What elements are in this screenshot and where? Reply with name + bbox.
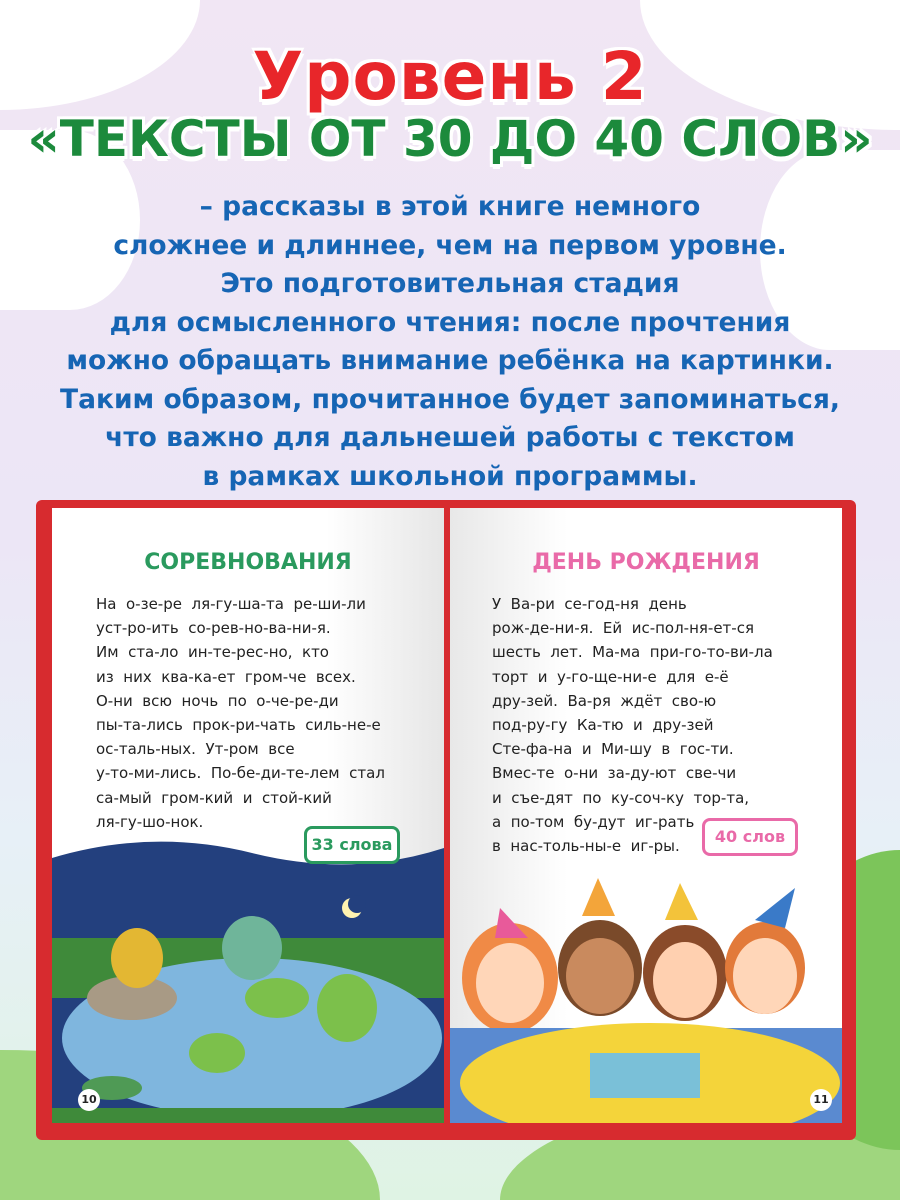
page-number: 11 [810, 1089, 832, 1111]
birthday-party-illustration [450, 868, 842, 1123]
word-count-badge: 33 слова [304, 826, 400, 864]
open-book [36, 500, 856, 1140]
story-text: У Ва-ри се-год-ня день рож-де-ни-я. Ей ис-пол-ня-ет-ся шесть лет. Ма-ма при-го-то-ви-ла торт и у-го-ще-ни-е для е-ё дру-зей. Ва-ря ждёт сво-ю под-ру-гу Ка-тю и дру-зей Сте-фа-на и Ми-шу в гос-ти. Вмес-те о-ни за-ду-ют све-чи и съе-дят по ку-соч-ку тор-та, а по-том бу-дут иг-рать в нас-толь-ны-е иг-ры. [492, 595, 773, 856]
intro-line: – рассказы в этой книге немного [199, 191, 701, 222]
level-subtitle: «ТЕКСТЫ ОТ 30 ДО 40 СЛОВ» [27, 110, 873, 168]
intro-line: для осмысленного чтения: после прочтения [109, 306, 791, 338]
story-title: СОРЕВНОВАНИЯ [144, 550, 352, 575]
intro-text [30, 188, 870, 496]
intro-line: можно обращать внимание ребёнка на картинки. [66, 345, 834, 376]
right-page [450, 508, 842, 1123]
intro-line: Таким образом, прочитанное будет запоминаться, [60, 383, 840, 415]
intro-line: сложнее и длиннее, чем на первом уровне. [113, 229, 787, 261]
intro-line: Это подготовительная стадия [220, 268, 680, 299]
page-number: 10 [78, 1089, 100, 1111]
story-title: ДЕНЬ РОЖДЕНИЯ [532, 550, 760, 575]
level-title: Уровень 2 [252, 38, 648, 115]
frogs-pond-illustration [52, 838, 444, 1123]
intro-line: в рамках школьной программы. [202, 460, 698, 492]
intro-line: что важно для дальнешей работы с текстом [105, 422, 795, 453]
word-count-badge: 40 слов [702, 818, 798, 856]
story-text: На о-зе-ре ля-гу-ша-та ре-ши-ли уст-ро-ить со-рев-но-ва-ни-я. Им ста-ло ин-те-рес-но, кто из них ква-ка-ет гром-че всех. О-ни всю ночь по о-че-ре-ди пы-та-лись прок-ри-чать силь-не-е ос-таль-ных. Ут-ром все у-то-ми-лись. По-бе-ди-те-лем стал са-мый гром-кий и стой-кий ля-гу-шо-нок. [96, 595, 385, 831]
left-page [52, 508, 444, 1123]
